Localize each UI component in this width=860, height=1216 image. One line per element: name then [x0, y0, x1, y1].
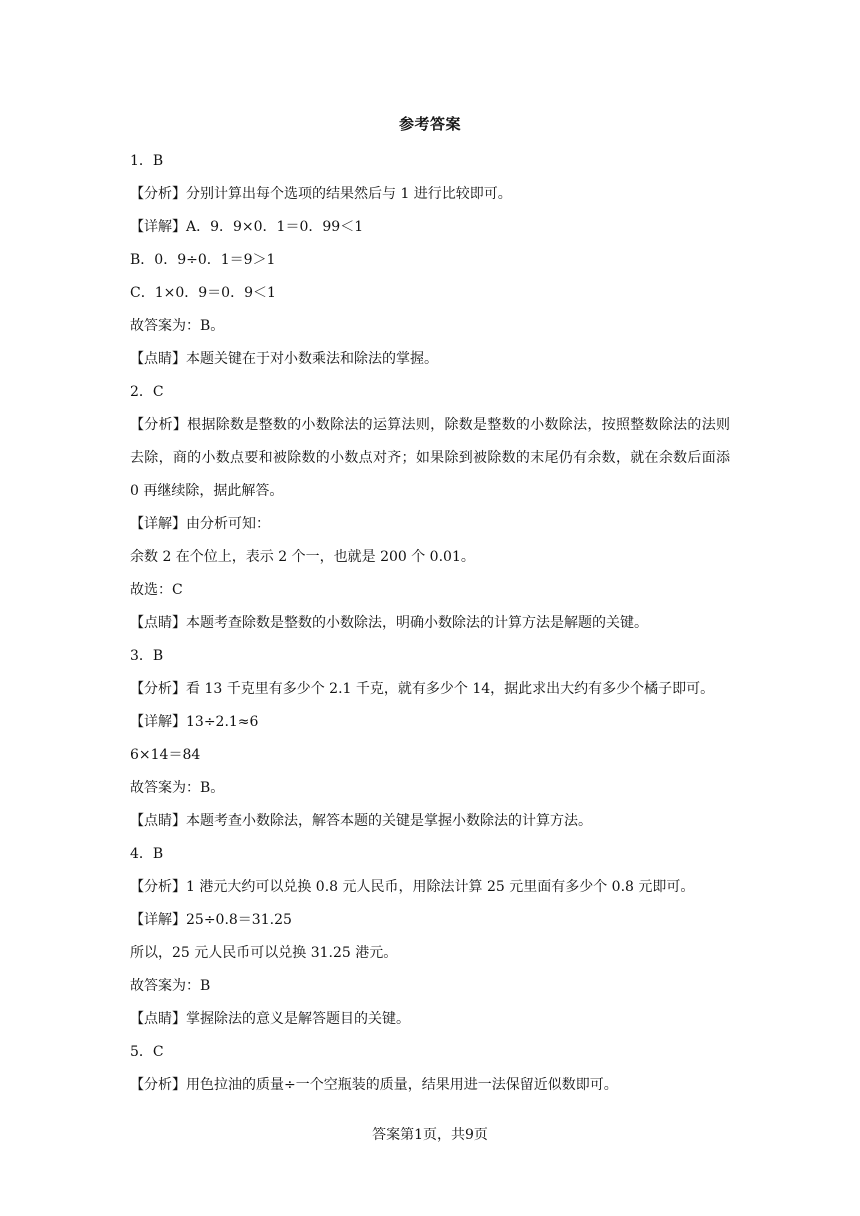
- answer-4-detail-text: 所以，25 元人民币可以兑换 31.25 港元。: [130, 945, 398, 961]
- answer-4-detail: 【详解】25÷0.8＝31.25: [130, 912, 292, 928]
- answer-1-analysis: 【分析】分别计算出每个选项的结果然后与 1 进行比较即可。: [130, 186, 512, 202]
- answer-5-analysis: 【分析】用色拉油的质量÷一个空瓶装的质量，结果用进一法保留近似数即可。: [130, 1077, 618, 1093]
- answer-1-conclusion: 故答案为：B。: [130, 318, 225, 334]
- answer-3-number: 3．B: [130, 648, 164, 664]
- answer-4-number: 4．B: [130, 846, 164, 862]
- answer-2-analysis: 【分析】根据除数是整数的小数除法的运算法则，除数是整数的小数除法，按照整数除法的法则去除，商的小数点要和被除数的小数点对齐；如果除到被除数的末尾仍有余数，就在余数后面添 0 再继续除，据此解答。: [130, 417, 730, 499]
- answer-3-comment: 【点睛】本题考查小数除法，解答本题的关键是掌握小数除法的计算方法。: [130, 813, 592, 829]
- answer-1-comment: 【点睛】本题关键在于对小数乘法和除法的掌握。: [130, 351, 438, 367]
- answer-4-comment: 【点睛】掌握除法的意义是解答题目的关键。: [130, 1011, 410, 1027]
- answer-1-detail-c: C．1×0．9＝0．9＜1: [130, 285, 276, 301]
- answer-1-detail-b: B．0．9÷0．1＝9＞1: [130, 252, 276, 268]
- answer-2-number: 2．C: [130, 384, 164, 400]
- answer-2-detail-text: 余数 2 在个位上，表示 2 个一，也就是 200 个 0.01。: [130, 549, 475, 565]
- answer-3-analysis: 【分析】看 13 千克里有多少个 2.1 千克，就有多少个 14，据此求出大约有多少个橘子即可。: [130, 681, 715, 697]
- page-footer: 答案第1页，共9页: [372, 1127, 488, 1143]
- answer-2-detail: 【详解】由分析可知：: [130, 516, 270, 532]
- answer-1-detail-a: 【详解】A．9．9×0．1＝0．99＜1: [130, 219, 364, 235]
- answer-5-number: 5．C: [130, 1044, 164, 1060]
- answer-1-number: 1．B: [130, 153, 164, 169]
- answer-2-comment: 【点睛】本题考查除数是整数的小数除法，明确小数除法的计算方法是解题的关键。: [130, 615, 648, 631]
- answer-3-conclusion: 故答案为：B。: [130, 780, 225, 796]
- answer-4-conclusion: 故答案为：B: [130, 978, 211, 994]
- answer-2-conclusion: 故选：C: [130, 582, 183, 598]
- answer-content: [130, 145, 740, 1102]
- answer-3-detail: 【详解】13÷2.1≈6: [130, 714, 259, 730]
- answer-4-analysis: 【分析】1 港元大约可以兑换 0.8 元人民币，用除法计算 25 元里面有多少个 0.8 元即可。: [130, 879, 695, 895]
- answer-3-detail-calc: 6×14＝84: [130, 747, 201, 763]
- page-title: 参考答案: [398, 115, 461, 133]
